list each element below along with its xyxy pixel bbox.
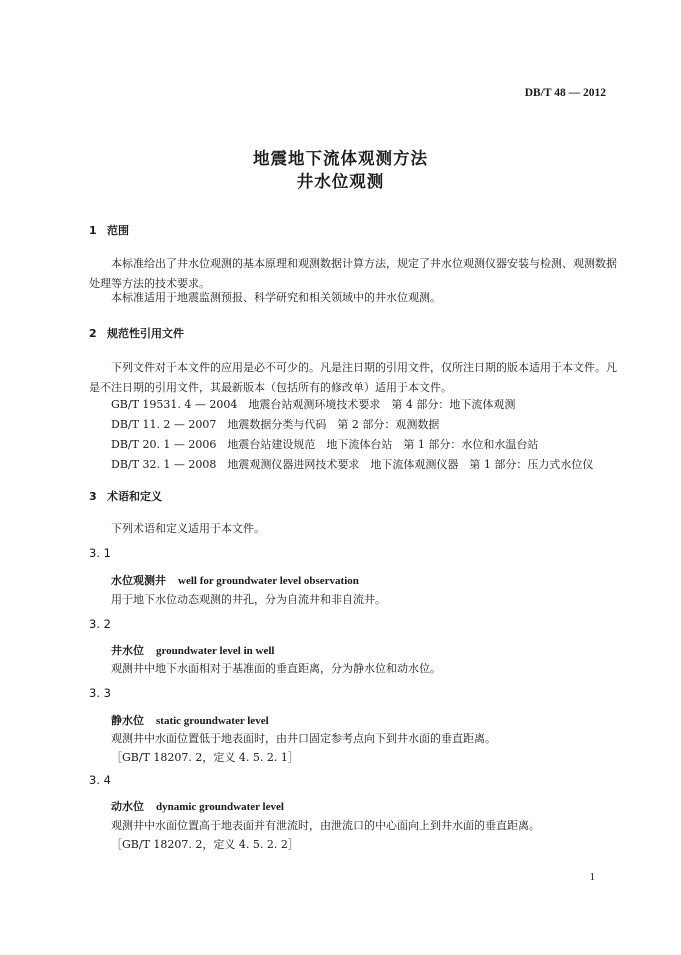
section-1-heading (89, 222, 129, 238)
normative-reference: DB/T 32. 1 — 2008 地震观测仪器进网技术要求 地下流体观测仪器 第 1 部分：压力式水位仪 (111, 458, 594, 471)
section-2-intro: 下列文件对于本文件的应用是必不可少的。凡是注日期的引用文件，仅所注日期的版本适用于本文件。凡是不注日期的引用文件，其最新版本（包括所有的修改单）适用于本文件。 (89, 361, 617, 394)
term-chinese: 动水位 (111, 800, 144, 813)
standard-number: DB/T 48 — 2012 (524, 87, 606, 99)
section-title: 范围 (107, 224, 129, 237)
section-3-intro: 下列术语和定义适用于本文件。 (111, 522, 265, 535)
term-english: well for groundwater level observation (178, 575, 359, 587)
section-number: 1 (89, 224, 97, 237)
section-2-heading (89, 325, 184, 341)
term-definition: 观测井中水面位置高于地表面并有泄流时，由泄流口的中心面向上到井水面的垂直距离。 (111, 819, 540, 832)
document-title: 地震地下流体观测方法 (253, 149, 428, 168)
term-number: 3. 1 (89, 546, 111, 560)
term-english: static groundwater level (156, 715, 269, 727)
term-definition: 用于地下水位动态观测的井孔，分为自流井和非自流井。 (111, 593, 386, 606)
normative-reference: GB/T 19531. 4 — 2004 地震台站观测环境技术要求 第 4 部分：地下流体观测 (111, 398, 516, 411)
term-heading (111, 798, 284, 814)
section-1-paragraph: 本标准给出了井水位观测的基本原理和观测数据计算方法，规定了井水位观测仪器安装与检测、观测数据处理等方法的技术要求。 (89, 257, 617, 290)
term-chinese: 井水位 (111, 644, 144, 657)
normative-reference: DB/T 11. 2 — 2007 地震数据分类与代码 第 2 部分：观测数据 (111, 418, 440, 431)
term-source: ［GB/T 18207. 2，定义 4. 5. 2. 1］ (111, 751, 299, 764)
term-number: 3. 2 (89, 617, 111, 631)
term-number: 3. 3 (89, 686, 111, 700)
term-chinese: 静水位 (111, 714, 144, 727)
term-definition: 观测井中水面位置低于地表面时，由井口固定参考点向下到井水面的垂直距离。 (111, 732, 496, 745)
term-heading (111, 712, 269, 728)
term-heading (111, 572, 359, 588)
section-1-paragraph: 本标准适用于地震监测预报、科学研究和相关领域中的井水位观测。 (111, 291, 441, 304)
term-english: dynamic groundwater level (156, 801, 284, 813)
section-number: 3 (89, 490, 97, 503)
normative-reference: DB/T 20. 1 — 2006 地震台站建设规范 地下流体台站 第 1 部分：水位和水温台站 (111, 438, 539, 451)
document-subtitle: 井水位观测 (296, 172, 385, 191)
term-source: ［GB/T 18207. 2，定义 4. 5. 2. 2］ (111, 838, 299, 851)
term-heading (111, 642, 274, 658)
section-title: 术语和定义 (107, 490, 162, 503)
section-3-heading (89, 488, 162, 504)
section-number: 2 (89, 327, 97, 340)
page-number: 1 (589, 871, 595, 883)
term-definition: 观测井中地下水面相对于基准面的垂直距离，分为静水位和动水位。 (111, 662, 441, 675)
term-number: 3. 4 (89, 773, 111, 787)
term-english: groundwater level in well (156, 645, 275, 657)
term-chinese: 水位观测井 (111, 574, 166, 587)
section-title: 规范性引用文件 (107, 327, 184, 340)
